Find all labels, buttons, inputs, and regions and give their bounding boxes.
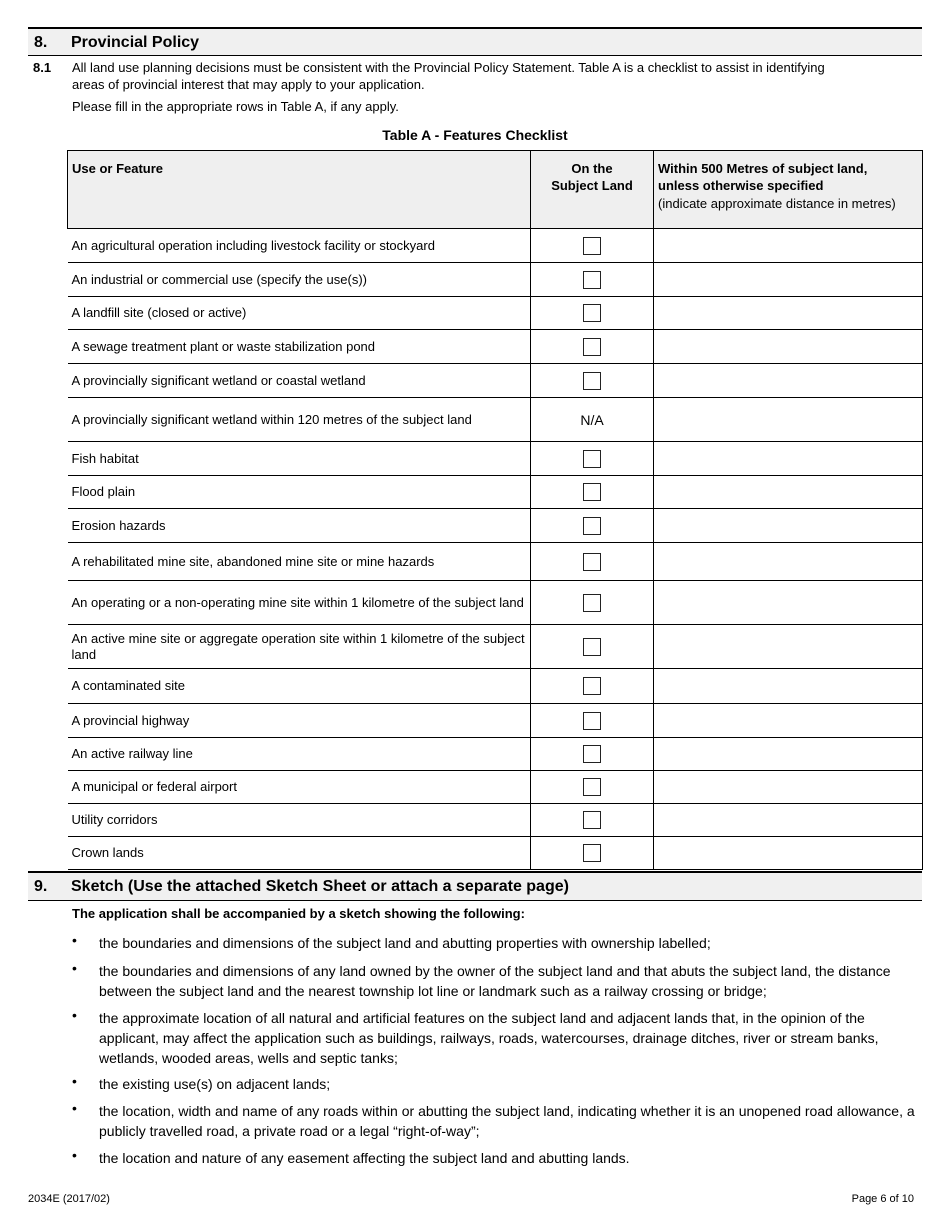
feature-label: Utility corridors: [68, 804, 531, 837]
table-header-row: [68, 151, 923, 229]
instruction-text: Please fill in the appropriate rows in Table A, if any apply.: [72, 99, 399, 114]
feature-label: An active mine site or aggregate operation site within 1 kilometre of the subject land: [68, 625, 531, 669]
header-use-or-feature: Use or Feature: [68, 151, 531, 229]
feature-label: Crown lands: [68, 837, 531, 870]
feature-label: A provincial highway: [68, 704, 531, 738]
table-row: [68, 543, 923, 581]
table-row: [68, 804, 923, 837]
table-row: [68, 704, 923, 738]
feature-label: A municipal or federal airport: [68, 771, 531, 804]
distance-input-cell[interactable]: [654, 442, 923, 476]
page-number: Page 6 of 10: [851, 1193, 914, 1205]
feature-label: A rehabilitated mine site, abandoned mine site or mine hazards: [68, 543, 531, 581]
on-subject-land-checkbox[interactable]: [583, 778, 601, 796]
feature-label: Flood plain: [68, 476, 531, 509]
table-row: [68, 330, 923, 364]
sketch-lead-text: The application shall be accompanied by a sketch showing the following:: [72, 906, 525, 921]
bullet-icon: •: [72, 1147, 77, 1163]
on-subject-land-cell: [531, 263, 654, 297]
distance-input-cell[interactable]: [654, 398, 923, 442]
feature-label: Fish habitat: [68, 442, 531, 476]
on-subject-land-cell: [531, 738, 654, 771]
distance-input-cell[interactable]: [654, 297, 923, 330]
on-subject-land-cell: [531, 398, 654, 442]
intro-line-1: All land use planning decisions must be consistent with the Provincial Policy Statement. Table A is a checklist to assist in identifying: [72, 60, 825, 75]
section-8-header: [28, 27, 922, 56]
on-subject-land-cell: [531, 704, 654, 738]
on-subject-land-cell: [531, 625, 654, 669]
feature-label: A provincially significant wetland within 120 metres of the subject land: [68, 398, 531, 442]
on-subject-land-checkbox[interactable]: [583, 811, 601, 829]
table-row: [68, 229, 923, 263]
not-applicable-text: N/A: [580, 411, 604, 428]
features-checklist-table: [67, 150, 923, 870]
table-row: [68, 625, 923, 669]
on-subject-land-checkbox[interactable]: [583, 517, 601, 535]
section-title: Provincial Policy: [71, 34, 200, 51]
table-row: [68, 837, 923, 870]
section-number: 9.: [34, 878, 48, 895]
section-9-header: [28, 871, 922, 901]
distance-input-cell[interactable]: [654, 330, 923, 364]
list-item: the location and nature of any easement affecting the subject land and abutting lands.: [99, 1150, 630, 1166]
list-item: the existing use(s) on adjacent lands;: [99, 1076, 331, 1092]
feature-label: An active railway line: [68, 738, 531, 771]
table-row: [68, 263, 923, 297]
distance-input-cell[interactable]: [654, 837, 923, 870]
bullet-icon: •: [72, 1007, 77, 1023]
on-subject-land-checkbox[interactable]: [583, 271, 601, 289]
list-item: the location, width and name of any roads within or abutting the subject land, indicating whether it is an unopened road allowance, a publicly travelled road, a private road or a legal “right-of-way”;: [99, 1103, 915, 1139]
distance-input-cell[interactable]: [654, 581, 923, 625]
on-subject-land-checkbox[interactable]: [583, 450, 601, 468]
bullet-icon: •: [72, 932, 77, 948]
feature-label: A contaminated site: [68, 669, 531, 704]
subsection-number: 8.1: [33, 60, 52, 75]
intro-line-2: areas of provincial interest that may apply to your application.: [72, 77, 425, 92]
distance-input-cell[interactable]: [654, 229, 923, 263]
on-subject-land-cell: [531, 442, 654, 476]
feature-label: An industrial or commercial use (specify the use(s)): [68, 263, 531, 297]
on-subject-land-cell: [531, 771, 654, 804]
on-subject-land-checkbox[interactable]: [583, 712, 601, 730]
on-subject-land-checkbox[interactable]: [583, 237, 601, 255]
header-on-subject-land: On the Subject Land: [531, 151, 654, 229]
on-subject-land-checkbox[interactable]: [583, 553, 601, 571]
feature-label: An operating or a non-operating mine site within 1 kilometre of the subject land: [68, 581, 531, 625]
distance-input-cell[interactable]: [654, 804, 923, 837]
table-row: [68, 771, 923, 804]
on-subject-land-cell: [531, 804, 654, 837]
header-within-500m: Within 500 Metres of subject land, unless otherwise specified (indicate approximate distance in metres): [654, 151, 923, 229]
table-caption: Table A - Features Checklist: [382, 127, 568, 143]
table-row: [68, 476, 923, 509]
feature-label: A landfill site (closed or active): [68, 297, 531, 330]
table-row: [68, 442, 923, 476]
feature-label: Erosion hazards: [68, 509, 531, 543]
table-row: [68, 738, 923, 771]
table-row: [68, 398, 923, 442]
on-subject-land-cell: [531, 297, 654, 330]
feature-label: An agricultural operation including livestock facility or stockyard: [68, 229, 531, 263]
distance-input-cell[interactable]: [654, 263, 923, 297]
distance-input-cell[interactable]: [654, 704, 923, 738]
table-row: [68, 364, 923, 398]
bullet-icon: •: [72, 1073, 77, 1089]
on-subject-land-checkbox[interactable]: [583, 338, 601, 356]
table-row: [68, 509, 923, 543]
on-subject-land-checkbox[interactable]: [583, 304, 601, 322]
distance-input-cell[interactable]: [654, 669, 923, 704]
distance-input-cell[interactable]: [654, 476, 923, 509]
list-item: the boundaries and dimensions of the subject land and abutting properties with ownership labelled;: [99, 935, 711, 951]
on-subject-land-checkbox[interactable]: [583, 677, 601, 695]
distance-input-cell[interactable]: [654, 625, 923, 669]
bullet-icon: •: [72, 1100, 77, 1116]
form-id: 2034E (2017/02): [28, 1193, 110, 1205]
distance-input-cell[interactable]: [654, 364, 923, 398]
section-number: 8.: [34, 34, 48, 51]
feature-label: A provincially significant wetland or coastal wetland: [68, 364, 531, 398]
table-row: [68, 297, 923, 330]
on-subject-land-checkbox[interactable]: [583, 372, 601, 390]
on-subject-land-cell: [531, 509, 654, 543]
distance-input-cell[interactable]: [654, 509, 923, 543]
table-row: [68, 581, 923, 625]
section-title: Sketch (Use the attached Sketch Sheet or attach a separate page): [71, 878, 569, 895]
table-row: [68, 669, 923, 704]
on-subject-land-checkbox[interactable]: [583, 844, 601, 862]
on-subject-land-cell: [531, 837, 654, 870]
distance-input-cell[interactable]: [654, 738, 923, 771]
list-item: the approximate location of all natural and artificial features on the subject land and adjacent lands that, in the opinion of the applicant, may affect the application such as buildings, railways, roads, watercourses, drainage ditches, river or stream banks, wetlands, wooded areas, wells and septic tanks;: [99, 1010, 879, 1066]
on-subject-land-checkbox[interactable]: [583, 638, 601, 656]
on-subject-land-cell: [531, 229, 654, 263]
on-subject-land-cell: [531, 330, 654, 364]
on-subject-land-checkbox[interactable]: [583, 745, 601, 763]
on-subject-land-checkbox[interactable]: [583, 594, 601, 612]
bullet-icon: •: [72, 960, 77, 976]
distance-input-cell[interactable]: [654, 771, 923, 804]
list-item: the boundaries and dimensions of any land owned by the owner of the subject land and that abuts the subject land, the distance between the subject land and the nearest township lot line or landmark such as a railway crossing or bridge;: [99, 963, 891, 999]
on-subject-land-cell: [531, 476, 654, 509]
distance-input-cell[interactable]: [654, 543, 923, 581]
on-subject-land-checkbox[interactable]: [583, 483, 601, 501]
feature-label: A sewage treatment plant or waste stabilization pond: [68, 330, 531, 364]
on-subject-land-cell: [531, 364, 654, 398]
on-subject-land-cell: [531, 581, 654, 625]
on-subject-land-cell: [531, 543, 654, 581]
on-subject-land-cell: [531, 669, 654, 704]
